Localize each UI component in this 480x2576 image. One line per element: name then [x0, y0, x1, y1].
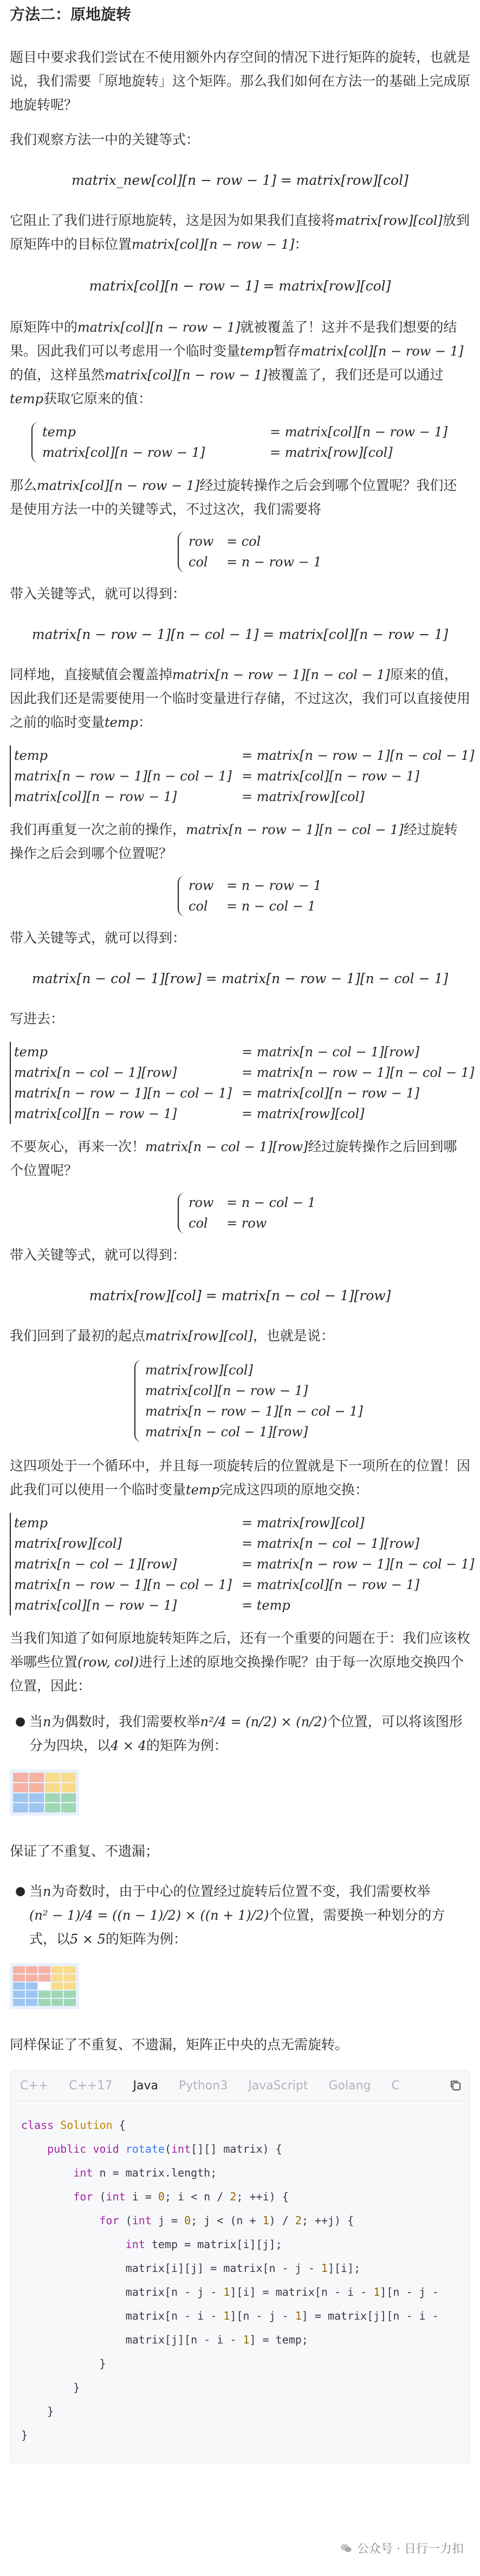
equation-system: [178, 1192, 470, 1234]
paragraph: 当我们知道了如何原地旋转矩阵之后，还有一个重要的问题在于：我们应该枚举哪些位置(row, col)进行上述的原地交换操作呢？由于每一次原地交换四个位置，因此：: [10, 1630, 471, 1694]
language-tabs: [10, 2070, 470, 2101]
grid-cell: [13, 1983, 25, 1990]
grid-cell: [64, 1999, 76, 2006]
equation-lhs: temp: [14, 1515, 48, 1531]
equation-row: [14, 1574, 475, 1595]
equation-lhs: matrix[n − row − 1][n − col − 1]: [14, 769, 232, 784]
paragraph: 它阻止了我们进行原地旋转，这是因为如果我们直接将matrix[row][col]放到原矩阵中的目标位置matrix[col][n − row − 1]：: [10, 212, 470, 252]
equation-lhs: matrix[n − col − 1][row]: [14, 1065, 177, 1080]
equation-row: [14, 745, 475, 766]
paragraph: 同样保证了不重复、不遗漏，矩阵正中央的点无需旋转。: [10, 2037, 349, 2052]
equation: matrix[col][n − row − 1] = matrix[row][col]: [89, 278, 391, 294]
grid-cell: [29, 1783, 44, 1792]
grid-cell: [45, 1793, 60, 1803]
grid-cell: [26, 1999, 38, 2006]
equation-rhs: = matrix[n − row − 1][n − col − 1]: [242, 1557, 475, 1572]
equation-lhs: matrix[col][n − row − 1]: [14, 1598, 177, 1613]
equation-rhs: = temp: [242, 1598, 290, 1613]
brace: [10, 745, 11, 807]
equation-row: [189, 552, 322, 572]
tab-c[interactable]: C++: [20, 2078, 49, 2093]
grid-cell: [26, 1974, 38, 1981]
equation: matrix[n − col − 1][row] = matrix[n − row − 1][n − col − 1]: [31, 971, 449, 986]
paragraph: 带入关键等式，就可以得到：: [10, 930, 186, 946]
equation-row: [42, 442, 447, 463]
bullet-icon: ●: [15, 1884, 26, 1898]
brace: [178, 1192, 185, 1234]
equation-rhs: = matrix[col][n − row − 1]: [242, 1086, 420, 1101]
equation: matrix[row][col] = matrix[n − col − 1][row]: [89, 1288, 391, 1303]
equation-rhs: = matrix[n − row − 1][n − col − 1]: [242, 748, 475, 763]
code-block: [10, 2070, 470, 2464]
grid-cell: [13, 1773, 28, 1782]
equation-row: [14, 1554, 475, 1574]
equation-system: [31, 422, 470, 463]
section-title: 方法二：原地旋转: [10, 5, 132, 23]
brace: [10, 1042, 11, 1124]
equation-lhs: matrix[n − row − 1][n − col − 1]: [14, 1577, 232, 1592]
brace: [31, 422, 39, 463]
grid-cell: [45, 1773, 60, 1782]
equation-row: [189, 531, 322, 552]
equation-rhs: = row: [226, 1216, 267, 1231]
grid-cell: [29, 1803, 44, 1812]
bullet-icon: ●: [15, 1715, 26, 1728]
grid-cell: [38, 1999, 50, 2006]
grid-cell: [13, 1991, 25, 1998]
grid-5x5-image: [10, 1963, 470, 2009]
grid-cell: [29, 1793, 44, 1803]
tab-java[interactable]: Java: [133, 2078, 158, 2093]
equation-lhs: temp: [14, 748, 48, 763]
equation-row: [14, 766, 475, 786]
equation-row: [14, 1042, 475, 1062]
grid-cell: [38, 1966, 50, 1973]
tab-javascript[interactable]: JavaScript: [248, 2078, 308, 2093]
paragraph: 我们观察方法一中的关键等式：: [10, 132, 200, 147]
equation-lhs: matrix[col][n − row − 1]: [14, 789, 177, 804]
grid-cell: [38, 1974, 50, 1981]
equation-row: [14, 1103, 475, 1124]
grid-cell: [51, 1966, 63, 1973]
grid-cell: [45, 1803, 60, 1812]
paragraph: 带入关键等式，就可以得到：: [10, 1247, 186, 1263]
brace: [10, 1513, 11, 1616]
equation-lhs: col: [189, 554, 208, 570]
equation-rhs: = matrix[row][col]: [270, 445, 393, 460]
equation-row: [189, 1213, 316, 1234]
equation: matrix[n − row − 1][n − col − 1] = matrix[col][n − row − 1]: [31, 627, 449, 642]
equation-system: [10, 1042, 475, 1124]
equation-system: [178, 875, 470, 916]
grid-cell: [51, 1983, 63, 1990]
grid-cell: [38, 1991, 50, 1998]
grid-cell: [38, 1983, 50, 1990]
paragraph: 写进去：: [10, 1011, 64, 1026]
grid-cell: [61, 1803, 76, 1812]
equation-row: [14, 1062, 475, 1083]
grid-cell: [64, 1974, 76, 1981]
equation-lhs: row: [189, 878, 214, 893]
equation-system: [10, 745, 475, 807]
equation-rhs: = col: [226, 534, 261, 549]
equation-rhs: = matrix[row][col]: [242, 1515, 365, 1531]
equation-rhs: = n − row − 1: [226, 878, 322, 893]
equation-row: [14, 786, 475, 807]
tab-c[interactable]: C: [391, 2078, 400, 2093]
grid-cell: [45, 1783, 60, 1792]
equation-row: [14, 1595, 475, 1616]
grid-cell: [13, 1966, 25, 1973]
grid-cell: [26, 1966, 38, 1973]
grid-cell: [13, 1803, 28, 1812]
paragraph: 这四项处于一个循环中，并且每一项旋转后的位置就是下一项所在的位置！因此我们可以使用一个临时变量temp完成这四项的原地交换：: [10, 1458, 471, 1497]
equation: matrix_new[col][n − row − 1] = matrix[row][col]: [72, 172, 408, 188]
list-item: ● 当n为偶数时，我们需要枚举n²/4 = (n/2) × (n/2)个位置，可以将该图形分为四块，以4 × 4的矩阵为例：: [10, 1710, 470, 1758]
tab-c17[interactable]: C++17: [69, 2078, 113, 2093]
tab-golang[interactable]: Golang: [328, 2078, 371, 2093]
paragraph: 我们再重复一次之前的操作，matrix[n − row − 1][n − col − 1]经过旋转操作之后会到哪个位置呢？: [10, 822, 458, 861]
equation-rhs: = matrix[row][col]: [242, 789, 365, 804]
brace: [134, 1360, 142, 1442]
paragraph: 原矩阵中的matrix[col][n − row − 1]就被覆盖了！这并不是我们想要的结果。因此我们可以考虑用一个临时变量temp暂存matrix[col][n − row − 1]的值，这样虽然matrix[col][n − row − 1]被覆盖了，我们还是可以通过temp获取它原来的值：: [10, 319, 464, 406]
paragraph: 那么matrix[col][n − row − 1]经过旋转操作之后会到哪个位置呢？我们还是使用方法一中的关键等式，不过这次，我们需要将: [10, 477, 457, 517]
grid-cell: [13, 1793, 28, 1803]
grid-cell: [61, 1783, 76, 1792]
copy-icon[interactable]: [449, 2079, 462, 2092]
grid-cell: [29, 1773, 44, 1782]
paragraph: 题目中要求我们尝试在不使用额外内存空间的情况下进行矩阵的旋转，也就是说，我们需要「原地旋转」这个矩阵。那么我们如何在方法一的基础上完成原地旋转呢？: [10, 49, 471, 113]
equation-lhs: temp: [42, 424, 76, 440]
equation-lhs: matrix[row][col]: [14, 1536, 122, 1551]
equation-lhs: col: [189, 1216, 208, 1231]
equation-rhs: = matrix[col][n − row − 1]: [242, 1577, 420, 1592]
equation-row: [189, 896, 322, 916]
equation-system: [178, 531, 470, 572]
grid-cell: [64, 1983, 76, 1990]
equation-rhs: = matrix[n − col − 1][row]: [242, 1536, 420, 1551]
equation-lhs: matrix[n − row − 1][n − col − 1]: [14, 1086, 232, 1101]
brace: [178, 875, 185, 916]
paragraph: 同样地，直接赋值会覆盖掉matrix[n − row − 1][n − col − 1]原来的值，因此我们还是需要使用一个临时变量进行存储，不过这次，我们可以直接使用之前的临时变量temp：: [10, 667, 471, 730]
grid-4x4-image: [10, 1770, 470, 1816]
equation-row: [42, 422, 447, 442]
grid-cell: [61, 1773, 76, 1782]
equation-row: [14, 1533, 475, 1554]
equation-lhs: row: [189, 534, 214, 549]
paragraph: 不要灰心，再来一次！matrix[n − col − 1][row]经过旋转操作之后回到哪个位置呢？: [10, 1139, 457, 1178]
equation-rhs: = n − col − 1: [226, 899, 316, 914]
equation-row: [189, 1192, 316, 1213]
equation-lhs: matrix[col][n − row − 1]: [14, 1106, 177, 1121]
equation-rhs: = n − col − 1: [226, 1195, 316, 1210]
list-item: ● 当n为奇数时，由于中心的位置经过旋转后位置不变，我们需要枚举(n² − 1)/4 = ((n − 1)/2) × ((n + 1)/2)个位置，需要换一种划分的方式，以5 × 5的矩阵为例：: [10, 1880, 470, 1951]
equation-rhs: = matrix[n − col − 1][row]: [242, 1044, 420, 1060]
equation-lhs: col: [189, 899, 208, 914]
paragraph: 保证了不重复、不遗漏；: [10, 1843, 159, 1859]
equation-rhs: = matrix[col][n − row − 1]: [242, 769, 420, 784]
grid-cell: [64, 1991, 76, 1998]
grid-cell: [26, 1983, 38, 1990]
brace: [178, 531, 185, 572]
equation-system: [10, 1513, 475, 1616]
wechat-icon: [340, 2542, 353, 2555]
watermark: 公众号 · 日行一力扣: [340, 2540, 464, 2556]
equation-row: [14, 1513, 475, 1533]
equation-lhs: matrix[n − col − 1][row]: [14, 1557, 177, 1572]
grid-cell: [51, 1974, 63, 1981]
grid-cell: [13, 1783, 28, 1792]
code-content: class Solution { public void rotate(int[][] matrix) { int n = matrix.length; for (int i = 0; i < n / 2; ++i) { for (int j = 0; j < (n + 1) / 2; ++j) { int temp = matrix[i][j]; matrix[i][j] = matrix[n - j - 1][i]; matrix[n - j - 1][i] = matrix[n - i - 1][n - j - matrix[n - i - 1][n - j - 1] = matrix[j][n - i - matrix[j][n - i - 1] = temp; } } } }: [21, 2119, 439, 2442]
equation-row: matrix[row][col]: [145, 1363, 253, 1378]
paragraph: 我们回到了最初的起点matrix[row][col]，也就是说：: [10, 1328, 334, 1344]
grid-cell: [26, 1991, 38, 1998]
equation-row: matrix[col][n − row − 1]: [145, 1383, 308, 1398]
equation-lhs: temp: [14, 1044, 48, 1060]
grid-cell: [61, 1793, 76, 1803]
equation-rhs: = matrix[n − row − 1][n − col − 1]: [242, 1065, 475, 1080]
grid-cell: [64, 1966, 76, 1973]
paragraph: 带入关键等式，就可以得到：: [10, 586, 186, 602]
equation-rhs: = matrix[row][col]: [242, 1106, 365, 1121]
equation-row: [189, 875, 322, 896]
grid-cell: [13, 1999, 25, 2006]
equation-lhs: row: [189, 1195, 214, 1210]
equation-row: matrix[n − col − 1][row]: [145, 1424, 308, 1439]
grid-cell: [13, 1974, 25, 1981]
equation-row: [14, 1083, 475, 1103]
grid-cell: [51, 1991, 63, 1998]
equation-rhs: = matrix[col][n − row − 1]: [270, 424, 448, 440]
equation-row: matrix[n − row − 1][n − col − 1]: [145, 1404, 363, 1419]
equation-system: [134, 1360, 470, 1442]
equation-rhs: = n − row − 1: [226, 554, 322, 570]
equation-lhs: matrix[col][n − row − 1]: [42, 445, 205, 460]
tab-python3[interactable]: Python3: [178, 2078, 228, 2093]
grid-cell: [51, 1999, 63, 2006]
